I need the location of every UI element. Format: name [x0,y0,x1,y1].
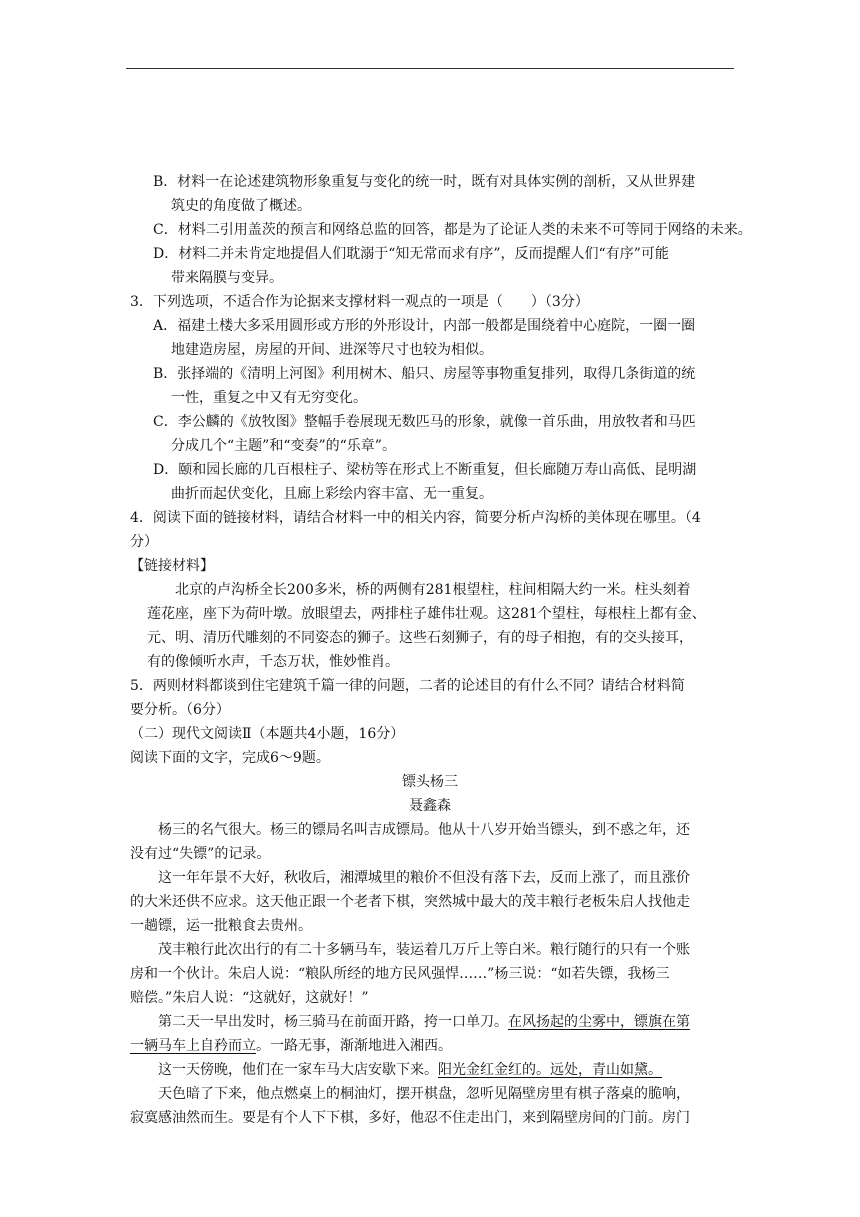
q3-option-b-line1: B．张择端的《清明上河图》利用树木、船只、房屋等事物重复排列，取得几条街道的统 [153,366,696,382]
story-evening-line [158,1061,662,1079]
option-c-line1: C．材料二引用盖茨的预言和网络总监的回答，都是为了论证人类的未来不可等同于网络的未来。 [153,222,752,238]
q3-option-d-line2: 曲折而起伏变化，且廊上彩绘内容丰富、无一重复。 [171,486,493,502]
story-second-day-text: 第二天一早出发时，杨三骑马在前面开路，挎一口单刀。 [158,1014,508,1030]
story-line-3: 这一年年景不大好，秋收后，湘潭城里的粮价不但没有落下去，反而上涨了，而且涨价 [158,870,690,886]
q3-option-b-line2: 一性，重复之中又有无穷变化。 [171,390,367,406]
header-rule [126,68,734,69]
story-line-5: 一趟镖，运一批粮食去贵州。 [130,918,312,934]
q3-option-a-line2: 地建造房屋，房屋的开间、进深等尺寸也较为相似。 [171,342,493,358]
question-4-line2: 分） [130,534,158,550]
underlined-sentence-cont: 一辆马车上自矜而立 [130,1038,256,1054]
linked-material-heading: 【链接材料】 [130,558,214,574]
linked-material-line3: 元、明、清历代雕刻的不同姿态的狮子。这些石刻狮子，有的母子相抱，有的交头接耳， [147,630,693,646]
linked-material-line4: 有的像倾听水声，千态万状，惟妙惟肖。 [147,654,399,670]
option-d-line1: D．材料二并未肯定地提倡人们耽溺于“知无常而求有序”，反而提醒人们“有序”可能 [153,246,669,262]
section-heading: （二）现代文阅读Ⅱ（本题共4小题，16分） [130,726,405,742]
story-line-4: 的大米还供不应求。这天他正跟一个老者下棋，突然城中最大的茂丰粮行老板朱启人找他走 [130,894,690,910]
underlined-sentence: 在风扬起的尘雾中，镖旗在第 [508,1014,690,1030]
reading-instruction: 阅读下面的文字，完成6～9题。 [130,750,330,766]
story-second-day-tail: 。一路无事，渐渐地进入湘西。 [256,1038,452,1054]
question-5-line2: 要分析。（6分） [130,702,230,718]
q3-option-c-line2: 分成几个“主题”和“变奏”的“乐章”。 [171,438,396,454]
story-second-day-line2 [130,1037,452,1055]
linked-material-line2: 莲花座，座下为荷叶墩。放眼望去，两排柱子雄伟壮观。这281个望柱，每根柱上都有金、 [147,606,706,622]
question-3: 3．下列选项，不适合作为论据来支撑材料一观点的一项是（ ）（3分） [130,294,589,310]
story-line-1: 杨三的名气很大。杨三的镖局名叫吉成镖局。他从十八岁开始当镖头，到不惑之年，还 [158,822,690,838]
story-author: 聂鑫森 [409,798,451,814]
story-evening-text: 这一天傍晚，他们在一家车马大店安歇下来。 [158,1062,438,1078]
option-d-line2: 带来隔膜与变异。 [171,270,283,286]
story-night-line2: 寂寞感油然而生。要是有个人下下棋，多好，他忍不住走出门，来到隔壁房间的门前。房门 [130,1110,690,1126]
q3-option-d-line1: D．颐和园长廊的几百根柱子、梁枋等在形式上不断重复，但长廊随万寿山高低、昆明湖 [153,462,697,478]
linked-material-line1: 北京的卢沟桥全长200多米，桥的两侧有281根望柱，柱间相隔大约一米。柱头刻着 [175,582,691,598]
story-line-2: 没有过“失镖”的记录。 [130,846,271,862]
option-b-line1: B．材料一在论述建筑物形象重复与变化的统一时，既有对具体实例的剖析，又从世界建 [153,174,696,190]
story-line-6: 茂丰粮行此次出行的有二十多辆马车，装运着几万斤上等白米。粮行随行的只有一个账 [158,942,690,958]
q3-option-a-line1: A．福建土楼大多采用圆形或方形的外形设计，内部一般都是围绕着中心庭院，一圈一圈 [153,318,696,334]
story-night-line1: 天色暗了下来，他点燃桌上的桐油灯，摆开棋盘，忽听见隔壁房里有棋子落桌的脆响， [158,1086,690,1102]
underlined-scenery: 阳光金红金红的。远处，青山如黛。 [438,1062,662,1078]
option-b-line2: 筑史的角度做了概述。 [171,198,311,214]
question-4-line1: 4．阅读下面的链接材料，请结合材料一中的相关内容，简要分析卢沟桥的美体现在哪里。（4 [130,510,701,526]
question-5-line1: 5．两则材料都谈到住宅建筑千篇一律的问题，二者的论述目的有什么不同？请结合材料简 [130,678,685,694]
story-line-8: 赔偿。”朱启人说：“这就好，这就好！” [130,990,369,1006]
story-second-day-line1 [158,1013,690,1031]
story-title: 镖头杨三 [402,774,458,790]
q3-option-c-line1: C．李公麟的《放牧图》整幅手卷展现无数匹马的形象，就像一首乐曲，用放牧者和马匹 [153,414,696,430]
story-line-7: 房和一个伙计。朱启人说：“粮队所经的地方民风强悍……”杨三说：“如若失镖，我杨三 [130,966,670,982]
